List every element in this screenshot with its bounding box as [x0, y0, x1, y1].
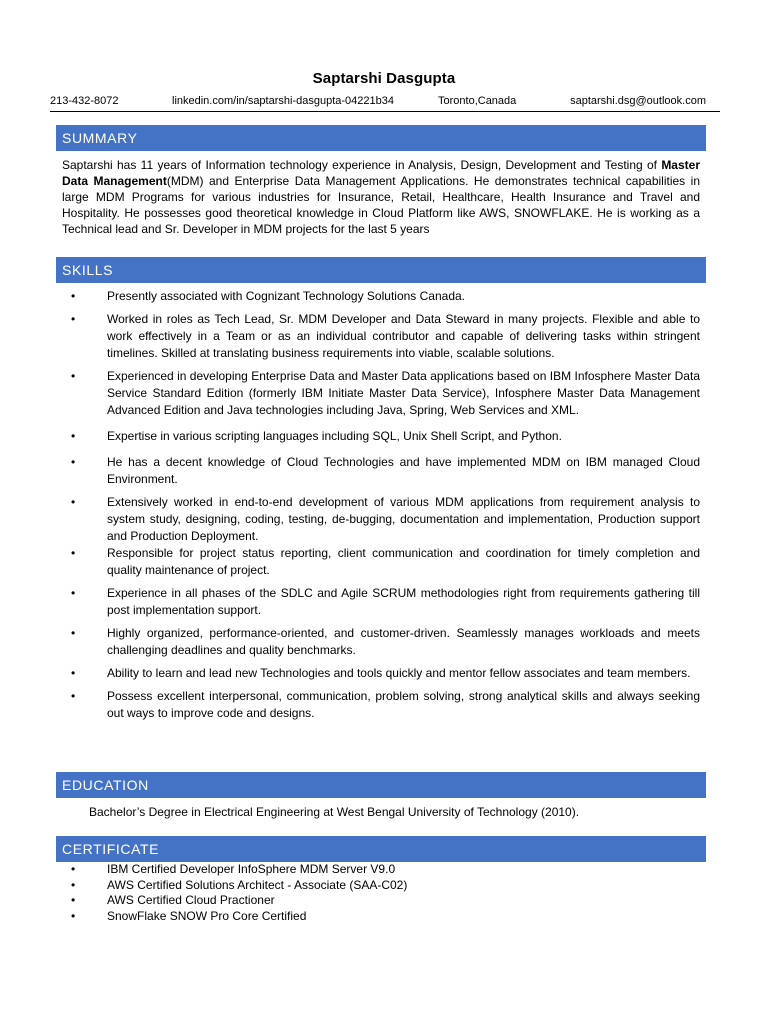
bullet-icon: •: [71, 586, 76, 600]
certificate-text: SnowFlake SNOW Pro Core Certified: [107, 908, 307, 923]
skill-item: [62, 288, 700, 305]
skill-item: [62, 494, 700, 545]
contact-line: [50, 95, 706, 111]
skill-text: Presently associated with Cognizant Technology Solutions Canada.: [107, 289, 465, 303]
certificate-heading: CERTIFICATE: [56, 836, 706, 862]
skill-text: Responsible for project status reporting, client communication and coordination for timely completion and quality maintenance of project.: [107, 546, 700, 577]
location: Toronto,Canada: [438, 95, 517, 107]
certificate-item: [62, 909, 700, 925]
skill-item: [62, 454, 700, 488]
candidate-name: Saptarshi Dasgupta: [312, 70, 456, 87]
skill-text: Ability to learn and lead new Technologies and tools quickly and mentor fellow associates and team members.: [107, 666, 691, 680]
bullet-icon: •: [71, 495, 76, 509]
email-address: saptarshi.dsg@outlook.com: [570, 95, 706, 107]
bullet-icon: •: [71, 862, 76, 876]
summary-bold-term: Master Data Management: [62, 158, 700, 188]
skills-heading: SKILLS: [56, 257, 706, 283]
summary-heading: SUMMARY: [56, 125, 706, 151]
skill-text: Highly organized, performance-oriented, and customer-driven. Seamlessly manages workloads and meets challenging deadlines and quality benchmarks.: [107, 626, 700, 657]
bullet-icon: •: [71, 666, 76, 680]
skill-item: [62, 688, 700, 722]
skill-item: [62, 368, 700, 419]
skill-item: [62, 428, 700, 445]
skill-text: Experience in all phases of the SDLC and Agile SCRUM methodologies right from requirements gathering till post implementation support.: [107, 586, 700, 617]
skills-list: [62, 288, 700, 722]
skill-item: [62, 311, 700, 362]
bullet-icon: •: [71, 689, 76, 703]
certificate-text: AWS Certified Solutions Architect - Associate (SAA-C02): [107, 877, 408, 892]
certificate-item: [62, 878, 700, 894]
bullet-icon: •: [71, 546, 76, 560]
summary-text-end: (MDM) and Enterprise Data Management Applications. He demonstrates technical capabilities in large MDM Programs for various industries for Insurance, Retail, Healthcare, Health Insurance and Travel and Hospitality. He possesses good theoretical knowledge in Cloud Platform like AWS, SNOWFLAKE. He is working as a Technical lead and Sr. Developer in MDM projects for the last 5 years: [62, 174, 700, 236]
skill-text: Experienced in developing Enterprise Data and Master Data applications based on IBM Infosphere Master Data Service Standard Edition (formerly IBM Initiate Master Data Service), Infosphere Master Data Management Advanced Edition and Java technologies including Java, Spring, Web Services and XML.: [107, 369, 700, 417]
certificate-text: IBM Certified Developer InfoSphere MDM Server V9.0: [107, 862, 396, 876]
skill-item: [62, 625, 700, 659]
skill-text: He has a decent knowledge of Cloud Technologies and have implemented MDM on IBM managed Cloud Environment.: [107, 455, 700, 486]
skill-text: Possess excellent interpersonal, communication, problem solving, strong analytical skills and always seeking out ways to improve code and designs.: [107, 689, 700, 720]
education-entry: Bachelor’s Degree in Electrical Engineering at West Bengal University of Technology (2010).: [89, 805, 580, 819]
phone-number: 213-432-8072: [50, 95, 119, 107]
bullet-icon: •: [71, 312, 76, 326]
skill-item: [62, 545, 700, 579]
summary-paragraph: [62, 157, 700, 237]
bullet-icon: •: [71, 626, 76, 640]
bullet-icon: •: [71, 369, 76, 383]
bullet-icon: •: [71, 429, 76, 443]
certificate-item: [62, 862, 700, 878]
skill-text: Extensively worked in end-to-end development of various MDM applications from requirement analysis to system study, designing, coding, testing, de-bugging, documentation and implementation, Production support and Production Deployment.: [107, 495, 700, 543]
linkedin-url: linkedin.com/in/saptarshi-dasgupta-04221b34: [172, 95, 394, 107]
skill-item: [62, 585, 700, 619]
bullet-icon: •: [71, 289, 76, 303]
skill-text: Expertise in various scripting languages including SQL, Unix Shell Script, and Python.: [107, 429, 562, 443]
bullet-icon: •: [71, 908, 76, 923]
certificate-text: AWS Certified Cloud Practioner: [107, 893, 275, 907]
skill-text: Worked in roles as Tech Lead, Sr. MDM Developer and Data Steward in many projects. Flexible and able to work effectively in a Team or as an individual contributor and capable of delivering tasks within stringent timelines. Skilled at translating business requirements into viable, scalable solutions.: [107, 312, 700, 360]
skill-item: [62, 665, 700, 682]
certificate-list: [62, 862, 700, 924]
education-heading: EDUCATION: [56, 772, 706, 798]
bullet-icon: •: [71, 455, 76, 469]
summary-text-start: Saptarshi has 11 years of Information technology experience in Analysis, Design, Development and Testing of: [62, 158, 662, 172]
header-divider: [50, 111, 720, 112]
bullet-icon: •: [71, 877, 76, 892]
bullet-icon: •: [71, 893, 76, 907]
certificate-item: [62, 893, 700, 909]
